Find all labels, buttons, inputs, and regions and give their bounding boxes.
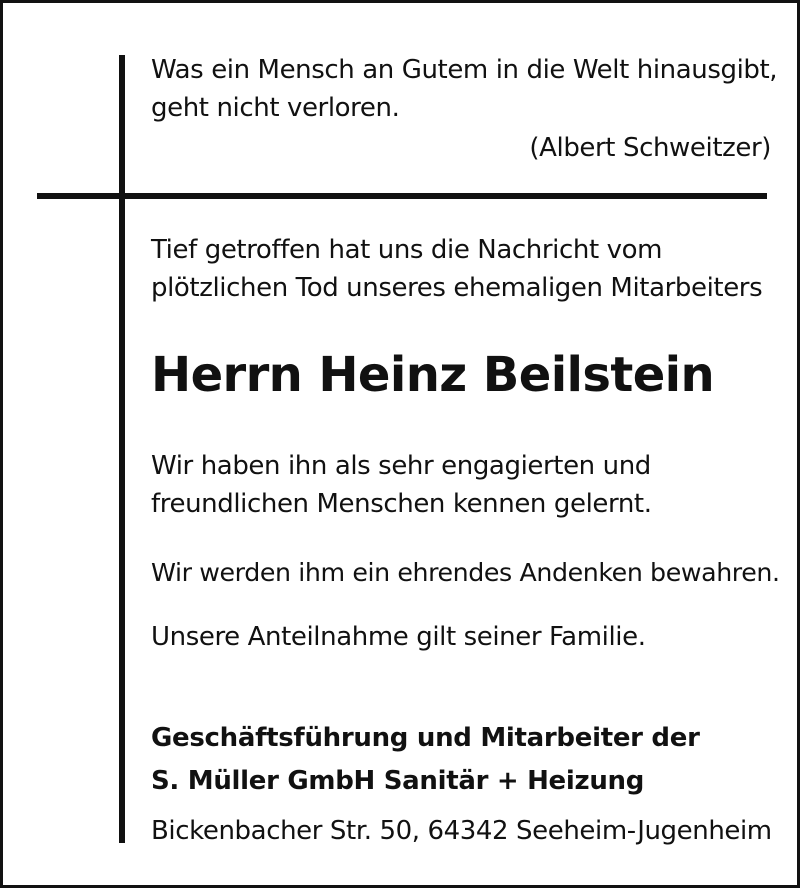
cross-horizontal-bar <box>37 193 767 199</box>
quote-author: (Albert Schweitzer) <box>529 133 771 163</box>
tribute-line-4: Unsere Anteilnahme gilt seiner Familie. <box>151 622 646 652</box>
tribute-line-2: freundlichen Menschen kennen gelernt. <box>151 489 652 519</box>
intro-line-2: plötzlichen Tod unseres ehemaligen Mitarbeiters <box>151 273 763 303</box>
intro-line-1: Tief getroffen hat uns die Nachricht vom <box>151 235 663 265</box>
tribute-line-3: Wir werden ihm ein ehrendes Andenken bewahren. <box>151 558 780 587</box>
quote-line-1: Was ein Mensch an Gutem in die Welt hinausgibt, <box>151 55 778 85</box>
signature-company: S. Müller GmbH Sanitär + Heizung <box>151 766 645 796</box>
signature-address: Bickenbacher Str. 50, 64342 Seeheim-Jugenheim <box>151 816 772 846</box>
signature-line-1: Geschäftsführung und Mitarbeiter der <box>151 723 700 753</box>
cross-vertical-bar <box>119 55 125 843</box>
deceased-name: Herrn Heinz Beilstein <box>151 347 715 403</box>
quote-line-2: geht nicht verloren. <box>151 93 400 123</box>
tribute-line-1: Wir haben ihn als sehr engagierten und <box>151 451 651 481</box>
